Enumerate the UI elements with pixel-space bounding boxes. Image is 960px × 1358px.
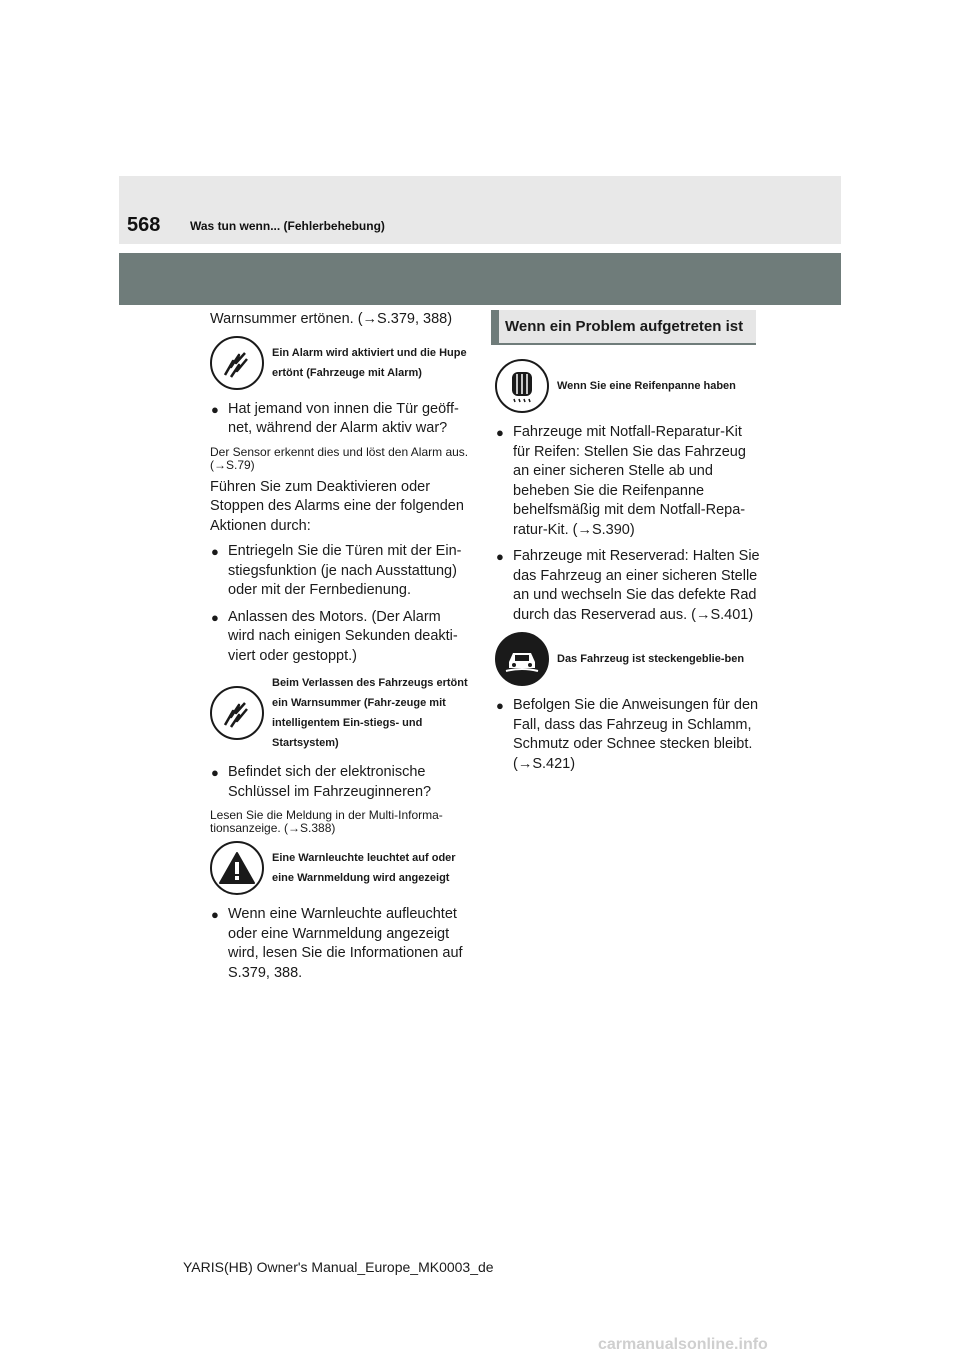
warning-light-row [210,841,470,895]
bullet-dot: ● [211,907,219,922]
alarm-icon [210,686,264,740]
sensor-note: Der Sensor erkennt dies und löst den Alarm aus. (→S.79) [210,444,469,472]
warning-icon [210,841,264,895]
deactivate-text: Führen Sie zum Deaktivieren oder Stoppen des Alarms eine der folgenden Aktionen durch: [210,478,464,534]
bullet-door: ● Hat jemand von innen die Tür geöff-net, während der Alarm aktiv war? [211,400,459,436]
bullet-dot: ● [211,765,219,780]
stuck-car-icon [495,632,549,686]
flat-tire-row [495,359,760,413]
bullet-dot: ● [496,698,504,713]
problem-heading-box [491,310,756,345]
bullet-key: ● Befindet sich der elektronische Schlüssel im Fahrzeuginneren? [211,764,432,800]
bullet-spare: ● Fahrzeuge mit Reserverad: Halten Sie das Fahrzeug an einer sicheren Stelle an und wechseln Sie das defekte Rad durch das Reserverad aus. (→S.401) [496,548,760,623]
stuck-label: Das Fahrzeug ist steckengeblie-ben [557,653,745,665]
bullet-stuck: ● Befolgen Sie die Anweisungen für den Fall, dass das Fahrzeug in Schlamm, Schmutz oder Schnee stecken bleibt. (→S.421) [496,697,759,772]
bullet-dot: ● [211,544,219,559]
right-column [495,310,760,781]
bullet-repair-kit: ● Fahrzeuge mit Notfall-Reparatur-Kit für Reifen: Stellen Sie das Fahrzeug an einer sicheren Stelle ab und beheben Sie die Reifenpanne behelfsmäßig mit dem Notfall-Repa-ratur-Kit. (→S.390) [496,424,746,538]
flat-tire-label: Wenn Sie eine Reifenpanne haben [557,380,736,392]
alarm-horn-row [210,336,470,390]
page-number: 568 [127,214,161,236]
header-bar [119,253,841,305]
header-band [119,176,841,244]
bullet-unlock: ● Entriegeln Sie die Türen mit der Ein-stiegsfunktion (je nach Ausstattung) oder mit der Fernbedienung. [211,543,462,598]
watermark: carmanualsonline.info [598,1336,768,1353]
section-title: Was tun wenn... (Fehlerbehebung) [190,219,385,233]
intro-text: Warnsummer ertönen. (→S.379, 388) [210,311,453,327]
bullet-dot: ● [496,549,504,564]
multi-info-note: Lesen Sie die Meldung in der Multi-Informa-tionsanzeige. (→S.388) [210,808,443,835]
bullet-dot: ● [211,401,219,417]
alarm-icon [210,336,264,390]
bullet-warning: ● Wenn eine Warnleuchte aufleuchtet oder eine Warnmeldung angezeigt wird, lesen Sie die Informationen auf S.379, 388. [211,906,463,981]
bullet-dot: ● [496,425,504,440]
alarm-horn-label: Ein Alarm wird aktiviert und die Hupe ertönt (Fahrzeuge mit Alarm) [272,346,467,379]
leaving-label: Beim Verlassen des Fahrzeugs ertönt ein Warnsummer (Fahr-zeuge mit intelligentem Ein-stiegs- und Startsystem) [272,677,468,749]
left-column [210,310,470,990]
bullet-dot: ● [211,609,219,625]
problem-heading: Wenn ein Problem aufgetreten ist [505,318,744,335]
warning-light-label: Eine Warnleuchte leuchtet auf oder eine Warnmeldung wird angezeigt [272,852,456,884]
leaving-row [210,673,470,753]
stuck-row [495,632,760,686]
bullet-engine: ● Anlassen des Motors. (Der Alarm wird nach einigen Sekunden deakti-viert oder gestoppt.) [211,608,458,664]
flat-tire-icon [495,359,549,413]
footer-text: YARIS(HB) Owner's Manual_Europe_MK0003_de [183,1259,494,1275]
